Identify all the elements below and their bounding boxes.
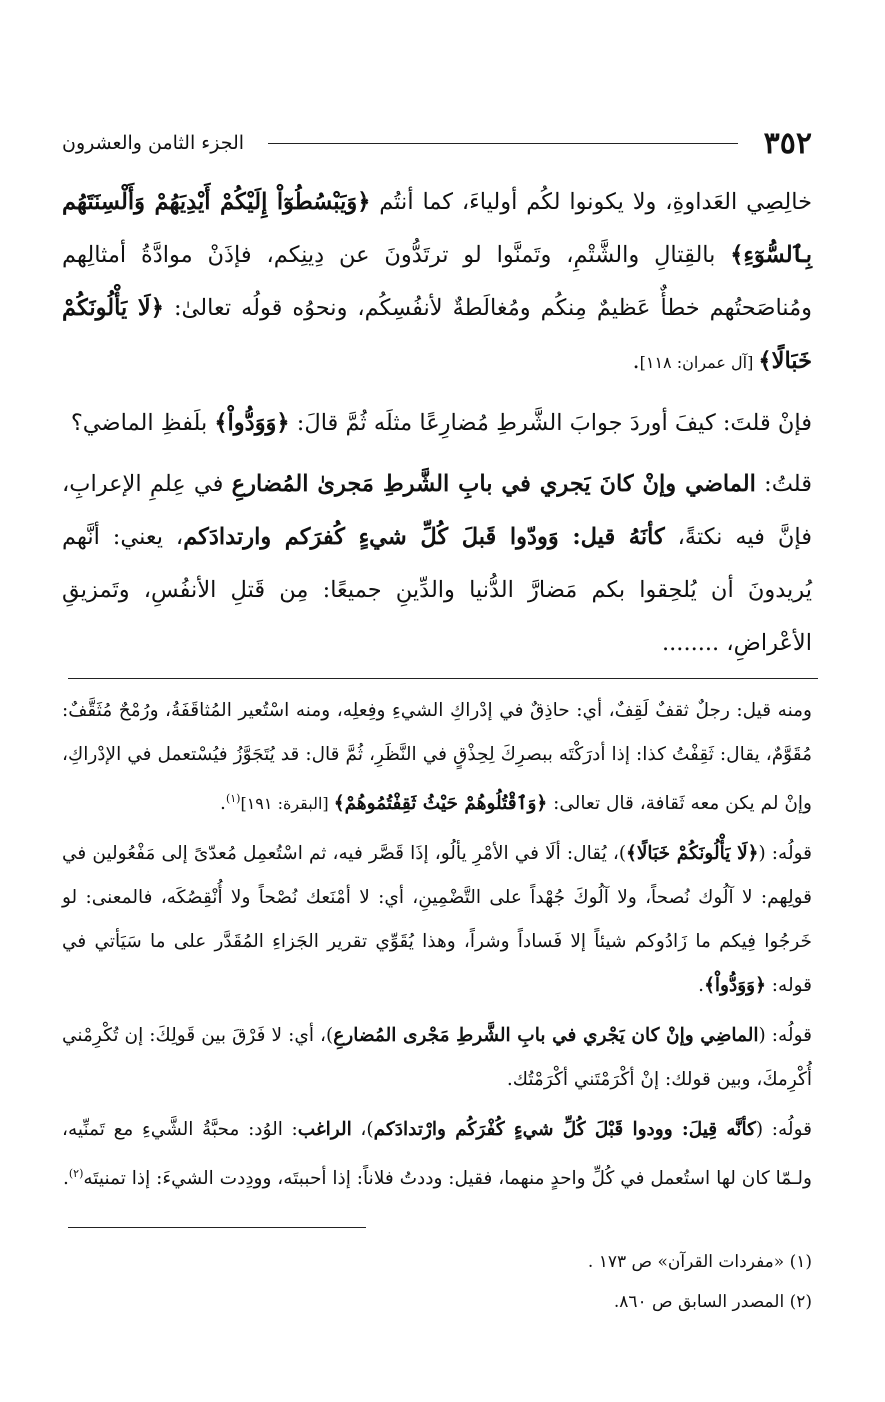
book-page (62, 118, 812, 1322)
quran-verse: ﴿وَيَبْسُطُوٓاْ إِلَيْكُمْ أَيْدِيَهُمْ وَأَلْسِنَتَهُم بِٱلسُّوٓءِ﴾ (62, 189, 812, 268)
text-run: )، (351, 1119, 374, 1141)
main-paragraph-3 (62, 458, 812, 670)
running-title: الجزء الثامن والعشرون (62, 132, 245, 154)
text-run: ومنه قيل: رجلٌ ثقفٌ لَقِفٌ، أي: حاذِقٌ في إدْراكِ الشيءِ وفِعلِه، ومنه اسْتُعير المُثاقَفَةُ، ورُمْحٌ مُثَقَّفٌ: مُقَوَّمٌ، يقال: ثَقِفْتُ كذا: إذا أدرَكْتَه ببصرِكَ لِحِذْقٍ في النَّظَرِ، ثُمَّ قال: قد يُتَجَوَّزُ فيُسْتعمل في الإدْراكِ، وإنْ لم يكن معه ثَقافة، قال تعالى: (62, 700, 812, 815)
commentary-paragraph-4 (62, 1108, 812, 1201)
footnote-1: (١) «مفردات القرآن» ص ١٧٣ . (587, 1252, 812, 1273)
section-divider (68, 678, 818, 679)
footnote-marker[interactable]: (٢) (68, 1167, 84, 1181)
text-run: . (698, 975, 705, 997)
commentary-paragraph-2 (62, 832, 812, 1008)
emphasized-text: الماضِي وإنْ كان يَجْري في بابِ الشَّرطِ مَجْرى المُضارعِ (333, 1025, 759, 1047)
footnotes (62, 1242, 812, 1322)
emphasized-text: كأنَهُ قيل: وَودّوا قَبلَ كُلِّ شيءٍ كُفرَكم وارتدادَكم (183, 524, 665, 550)
verse-reference: [البقرة: ١٩١] (240, 794, 334, 814)
main-text (62, 176, 812, 670)
text-run: خالِصِي العَداوةِ، ولا يكونوا لكُم أولياءَ، كما أنتُم (370, 189, 812, 215)
commentary (62, 689, 812, 1201)
text-run: )، أي: لا فَرْقَ بين قَولِكَ: إن تُكْرِمْني أُكْرِمكَ، وبين قولك: إنْ أكْرَمْتَني أكْرَمْتُك. (62, 1025, 812, 1091)
quran-verse: ﴿وَٱقْتُلُوهُمْ حَيْثُ ثَقِفْتُمُوهُمْ﴾ (333, 793, 548, 815)
text-run: بالقِتالِ والشَّتْمِ، وتَمنَّوا لو ترتَدُّونَ عن دِينِكم، فإذَنْ موادَّةُ أمثالِهم ومُناصَحتُهم خطأٌ عَظيمٌ مِنكُم ومُغالَطةٌ لأنفُسِكُم، ونحوُه قولُه تعالىٰ: (62, 242, 813, 321)
text-run: . (62, 1168, 69, 1190)
text-run: . (632, 348, 640, 374)
text-run: في عِلمِ الإعرابِ، فإنَّ فيه نكتةً، (62, 471, 812, 550)
main-paragraph-1 (62, 176, 812, 389)
quran-verse: ﴿لَا يَأْلُونَكُمْ خَبَالًا﴾ (62, 295, 812, 374)
footnote-rule (68, 1227, 366, 1228)
emphasized-text: الراغب (297, 1119, 352, 1141)
text-run: )، يُقال: ألَا في الأمْرِ يألُو، إذَا قَصَّر فيه، ثم اسْتُعمِل مُعدّىً إلى مَفْعُولين في قولِهم: لا آلُوك نُصحاً، ولا آلُوكَ جُهْداً على التَّضْمِينِ، أي: لا أمْنَعك نُصْحاً ولا أُنْقِصُكَه، فالمعنى: لو خَرجُوا فِيكم ما زَادُوكم شيئاً إلا فَساداً وشراً، وهذا يُقَوِّي تقرير الجَزاءِ المُقَدَّر على ما سَيَأتي في قوله: (62, 843, 812, 997)
text-run: . (220, 793, 226, 815)
quran-verse: ﴿لَا يَأْلُونَكُمْ خَبَالًا﴾ (626, 843, 759, 865)
quran-verse: ﴿وَوَدُّواْ﴾ (704, 975, 766, 997)
commentary-paragraph-3 (62, 1014, 812, 1102)
text-run: قلتُ: (755, 471, 813, 497)
text-run: بلَفظِ الماضي؟ (70, 410, 215, 436)
footnote-2: (٢) المصدر السابق ص ٨٦٠. (613, 1292, 812, 1313)
text-run: : الوُد: محبَّةُ الشَّيءِ مع تَمنِّيه، ولـمّا كان لها استُعمل في كُلِّ واحدٍ منهما، فقيل: وددتُ فلاناً: إذا أحببتَه، وودِدت الشيءَ: إذا تمنيتَه (62, 1119, 812, 1190)
emphasized-text: كأنَّه قِيلَ: وودوا قَبْلَ كُلِّ شيءٍ كُفْرَكُم وارْتدادَكم (373, 1119, 756, 1141)
header-rule (268, 143, 738, 144)
text-run: قولُه: ( (755, 1119, 812, 1141)
commentary-paragraph-1 (62, 689, 812, 826)
text-run: قولُه: ( (758, 843, 812, 865)
page-header (62, 118, 812, 168)
main-paragraph-2 (62, 397, 812, 450)
text-run: ، يعني: أنَّهم يُريدونَ أن يُلحِقوا بكم مَضارَّ الدُّنيا والدِّينِ جميعًا: مِن قَتلِ الأنفُسِ، وتَمزيقِ الأعْراضِ، ........ (62, 524, 812, 656)
page-number: ٣٥٢ (763, 125, 812, 161)
quran-verse: ﴿وَوَدُّواْ﴾ (214, 410, 290, 436)
footnote-marker[interactable]: (١) (225, 792, 241, 805)
text-run: فإنْ قلتَ: كيفَ أوردَ جوابَ الشَّرطِ مُضارِعًا مثلَه ثُمَّ قالَ: (289, 410, 812, 436)
text-run: قولُه: ( (758, 1025, 812, 1047)
emphasized-text: الماضي وإنْ كانَ يَجري في بابِ الشَّرطِ مَجرىٰ المُضارعِ (231, 471, 756, 497)
verse-reference: [آل عمران: ١١٨] (639, 353, 759, 372)
